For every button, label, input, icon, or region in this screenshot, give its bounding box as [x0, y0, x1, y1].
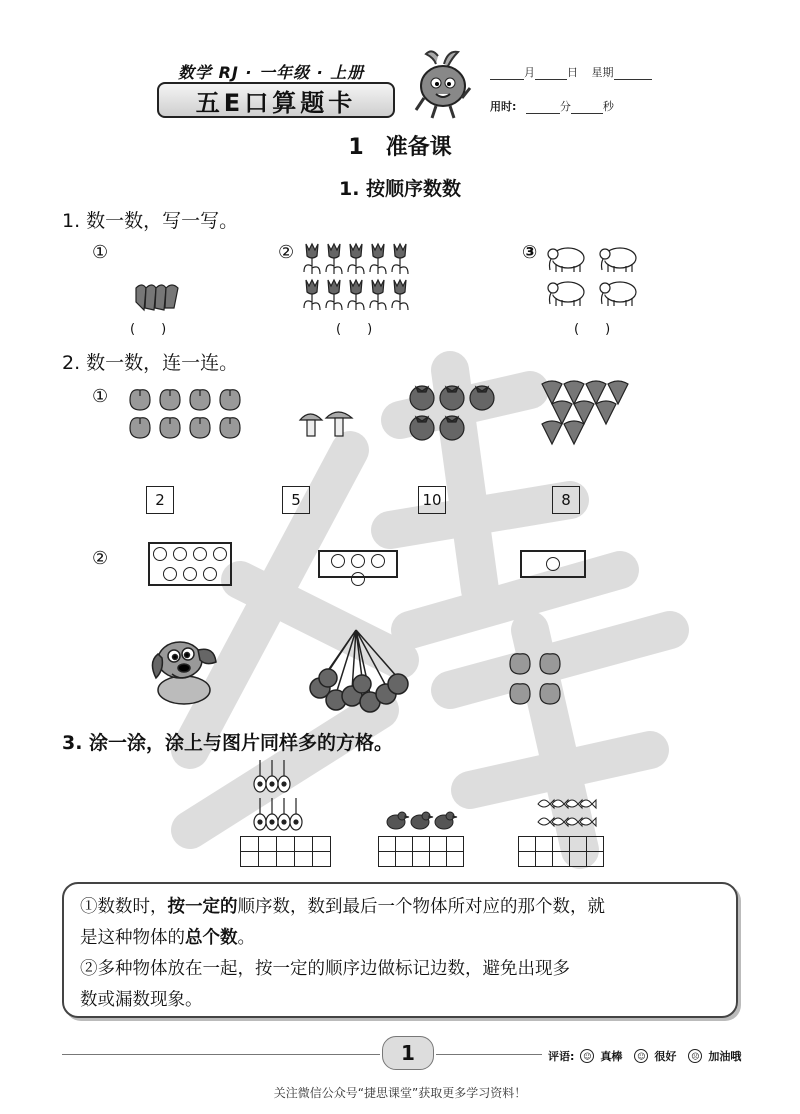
q1-item1-marker: ①: [92, 242, 109, 263]
grid-birds[interactable]: [378, 836, 464, 867]
q1-item3-marker: ③: [522, 242, 538, 263]
number-box-8[interactable]: 8: [552, 486, 580, 514]
tip-line-2: 是这种物体的总个数。: [80, 928, 255, 948]
strawberries-8-icon: [540, 380, 632, 446]
lesson-title: 1 准备课: [348, 135, 452, 160]
grid-guitars[interactable]: [240, 836, 331, 867]
mushrooms-icon: [298, 408, 354, 440]
birds-icon: [384, 806, 460, 834]
peaches-8-icon: [126, 384, 244, 444]
q1-answer-3[interactable]: ( ): [574, 322, 611, 337]
dot-box-4[interactable]: [318, 550, 398, 578]
dot-box-1[interactable]: [520, 550, 586, 578]
time-row: 用时: 分 秒: [490, 100, 614, 113]
peaches-4-icon: [506, 648, 568, 706]
second-blank[interactable]: [571, 102, 603, 114]
mascot-icon: [408, 48, 478, 120]
q2-part2-marker: ②: [92, 548, 109, 569]
banner-title: 五E口算题卡: [157, 82, 395, 118]
q2-part1-marker: ①: [92, 386, 109, 407]
q1-item2-marker: ②: [278, 242, 295, 263]
q2-label: 2. 数一数，连一连。: [62, 352, 239, 374]
tulips-icon: [300, 242, 412, 312]
strawberries-icon: [132, 282, 182, 312]
number-box-5[interactable]: 5: [282, 486, 310, 514]
dot-box-7[interactable]: [148, 542, 232, 586]
q1-label: 1. 数一数，写一写。: [62, 210, 239, 232]
cheer-face-icon[interactable]: ☹: [688, 1049, 702, 1063]
number-box-2[interactable]: 2: [146, 486, 174, 514]
bottom-note: 关注微信公众号“捷思课堂”获取更多学习资料！: [273, 1086, 527, 1100]
footer-divider-left: [62, 1054, 380, 1055]
q1-answer-1[interactable]: ( ): [130, 322, 167, 337]
smile-face-icon[interactable]: ☺: [634, 1049, 648, 1063]
page-number: 1: [382, 1036, 434, 1070]
tip-line-4: 数或漏数现象。: [80, 990, 203, 1010]
cherries-icon: [300, 624, 412, 716]
subject-line: 数学 RJ · 一年级 · 上册: [178, 63, 365, 82]
evaluation-row: 评语: ☺ 真棒 ☺ 很好 ☹ 加油哦: [548, 1050, 742, 1063]
number-box-10[interactable]: 10: [418, 486, 446, 514]
q3-label: 3. 涂一涂，涂上与图片同样多的方格。: [62, 732, 394, 754]
fish-icon: [536, 796, 598, 836]
day-blank[interactable]: [535, 68, 567, 80]
tip-line-1: ①数数时，按一定的顺序数，数到最后一个物体所对应的那个数，就: [80, 897, 605, 917]
weekday-blank[interactable]: [614, 68, 652, 80]
grid-fish[interactable]: [518, 836, 604, 867]
date-row: 月 日 星期: [490, 64, 652, 80]
tip-line-3: ②多种物体放在一起，按一定的顺序边做标记边数，避免出现多: [80, 959, 570, 979]
tomatoes-icon: [408, 382, 498, 444]
laugh-face-icon[interactable]: ☺: [580, 1049, 594, 1063]
tips-box: [62, 882, 738, 1018]
guitars-icon: [252, 758, 308, 836]
dog-icon: [148, 632, 224, 708]
footer-divider-right: [436, 1054, 542, 1055]
month-blank[interactable]: [490, 68, 524, 80]
minute-blank[interactable]: [526, 102, 560, 114]
q1-answer-2[interactable]: ( ): [336, 322, 373, 337]
elephants-icon: [544, 244, 652, 310]
lesson-subtitle: 1. 按顺序数数: [338, 178, 462, 200]
